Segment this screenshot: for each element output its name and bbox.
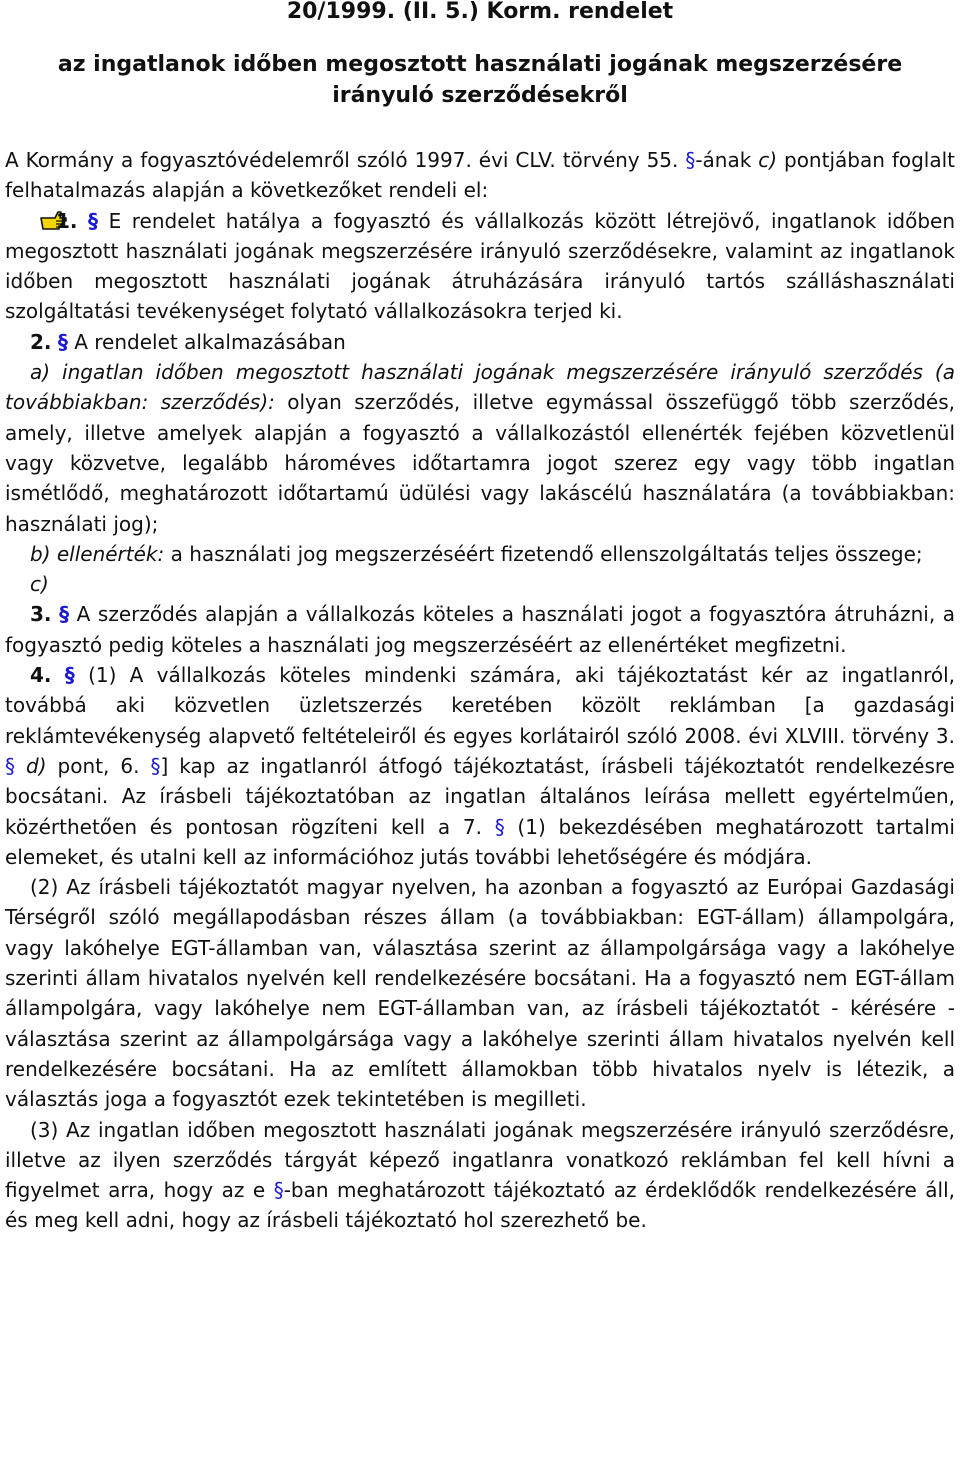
section-2-point-c-label: c) — [30, 572, 49, 597]
section-4-paragraph-2: (2) Az írásbeli tájékoztatót magyar nyelven, ha azonban a fogyasztó az Európai Gazdasági Térségről szóló megállapodásban részes állam (a továbbiakban: EGT-állam) állampolgára, vagy lakóhelye EGT-államban van, választása szerint az állampolgársága vagy a lakóhelye szerinti állam hivatalos nyelvén kell rendelkezésére bocsátani. Ha a fogyasztó nem EGT-állam állampolgára, vagy lakóhelye nem EGT-államban van, az írásbeli tájékoztatót - kérésére - választása szerint az állampolgársága vagy a lakóhelye szerinti állam hivatalos nyelvén kell rendelkezésére bocsátani. Ha az említett államokban több hivatalos nyelv is létezik, a választás joga a fogyasztót ezek tekintetében is megilleti. — [5, 875, 955, 1112]
section-4-number: 4. — [30, 663, 52, 688]
section-4-sign[interactable]: § — [64, 663, 75, 688]
section-4-p3-text-b: -ban meghatározott tájékoztató az érdeklődők rendelkezésére áll, és meg kell adni, hogy az írásbeli tájékoztató hol szerezhető be. — [5, 1178, 955, 1233]
section-sign-link[interactable]: § — [494, 814, 505, 839]
section-3-text: A szerződés alapján a vállalkozás köteles a használati jogot a fogyasztóra átruházni, a fogyasztó pedig köteles a használati jog megszerzéséért az ellenértéket megfizetni. — [5, 602, 955, 657]
section-2-number: 2. — [30, 329, 52, 354]
section-4-text-b — [15, 754, 26, 778]
document-subtitle-line1: az ingatlanok időben megosztott használati jogának megszerzésére — [57, 52, 903, 77]
document-subtitle-line2: irányuló szerződésekről — [332, 83, 628, 108]
section-4-text-c: pont, 6. — [46, 753, 151, 778]
section-sign-link[interactable]: § — [5, 753, 15, 778]
section-2-text: A rendelet alkalmazásában — [67, 329, 346, 354]
section-1 — [5, 206, 955, 327]
preamble-text-b: -ának — [695, 148, 759, 172]
section-1-number: 1. — [56, 208, 78, 233]
section-2-point-b-text: a használati jog megszerzéséért fizetendő ellenszolgáltatás teljes összege; — [164, 541, 923, 566]
preamble-text-a: A Kormány a fogyasztóvédelemről szóló 1997. évi CLV. törvény 55. — [5, 148, 686, 172]
section-2-point-b — [5, 539, 955, 569]
preamble — [5, 145, 955, 206]
section-sign-link[interactable]: § — [685, 148, 696, 172]
section-1-text: E rendelet hatálya a fogyasztó és vállalkozás között létrejövő, ingatlanok időben megosztott használati jogának megszerzésére irányuló szerződésekre, valamint az ingatlanok időben megosztott használati jogának átruházására irányuló tartós szálláshasználati szolgáltatási tevékenységet folytató vállalkozásokra terjed ki. — [5, 208, 955, 324]
document-title: 20/1999. (II. 5.) Korm. rendelet — [286, 0, 674, 24]
document-page — [5, 0, 955, 1236]
section-3 — [5, 599, 955, 660]
section-3-sign[interactable]: § — [59, 602, 70, 627]
section-4-text-e: ] kap az ingatlanról átfogó tájékoztatást, írásbeli tájékoztatót rendelkezésre bocsátani. Az írásbeli tájékoztatóban az ingatlan általános leírása mellett egyértelműen, közérthetően és pontosan rögzíteni kell a 7. — [5, 753, 955, 839]
section-2 — [5, 327, 955, 357]
section-4-p3-text-a: (3) Az ingatlan időben megosztott használati jogának megszerzésére irányuló szerződésre, illetve az ilyen szerződés tárgyát képező ingatlanra vonatkozó reklámban fel kell hívni a figyelmet arra, hogy az e — [5, 1117, 955, 1203]
section-sign-link[interactable]: § — [273, 1178, 284, 1203]
section-sign-link[interactable]: § — [150, 753, 161, 778]
section-4-paragraph-3 — [5, 1115, 955, 1236]
preamble-point: c) — [758, 148, 778, 172]
section-1-sign[interactable]: § — [88, 208, 99, 233]
section-2-point-a-label: a) ingatlan időben megosztott használati jogának megszerzésére irányuló szerződés (a továbbiakban: szerződés): — [5, 360, 955, 415]
section-4-paragraph-1 — [5, 660, 955, 872]
section-2-sign[interactable]: § — [57, 329, 68, 354]
section-4-point-d: d) — [26, 753, 47, 778]
section-3-number: 3. — [30, 602, 52, 627]
section-2-point-a — [5, 357, 955, 539]
pointing-hand-icon[interactable] — [22, 209, 52, 231]
section-2-point-c — [5, 569, 955, 599]
preamble-text-c: pontjában foglalt felhatalmazás alapján a következőket rendeli el: — [5, 148, 955, 203]
section-4-text-f: (1) bekezdésében meghatározott tartalmi elemeket, és utalni kell az információhoz jutás további lehetőségére és módjára. — [5, 814, 955, 869]
section-2-point-b-label: b) ellenérték: — [30, 541, 165, 566]
section-4-text-a: (1) A vállalkozás köteles mindenki számára, aki tájékoztatást kér az ingatlanról, továbbá aki közvetlen üzletszerzés keretében közölt reklámban [a gazdasági reklámtevékenység alapvető feltételeiről és egyes korlátairól szóló 2008. évi XLVIII. törvény 3. — [5, 663, 955, 748]
section-2-point-a-text: olyan szerződés, illetve egymással összefüggő több szerződés, amely, illetve amelyek alapján a fogyasztó a vállalkozástól ellenérték fejében közvetlenül vagy közvetve, legalább hároméves időtartamra jogot szerez egy vagy több ingatlan ismétlődő, meghatározott időtartamú üdülési vagy lakáscélú használatára (a továbbiakban: használati jog); — [5, 390, 955, 536]
